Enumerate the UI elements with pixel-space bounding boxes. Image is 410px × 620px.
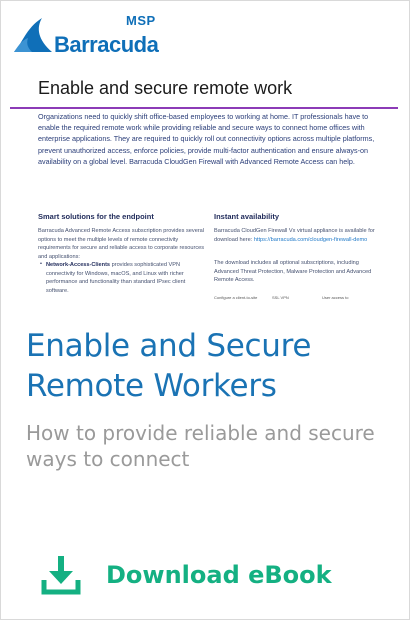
- right-column-heading: Instant availability: [214, 212, 280, 221]
- document-title: Enable and secure remote work: [38, 78, 293, 98]
- bullet-body: provides sophisticated VPN connectivity for Windows, macOS, and Linux with richer performance and functionality than standard IPsec client software.: [46, 262, 186, 294]
- left-column-bullet: [46, 261, 208, 295]
- headline-line-1: Enable and Secure: [26, 328, 312, 364]
- table-col-3: User access to: [322, 295, 349, 300]
- left-column-text: Barracuda Advanced Remote Access subscription provides several options to meet the multiple levels of remote connectivity requirements for secure and reliable access to corporate resources and applications:: [38, 228, 205, 260]
- document-intro: Organizations need to quickly shift office-based employees to working at home. IT professionals have to enable the required remote work while providing reliable and secure ways to connect home offices with enterprise applications. They are required to quickly roll out connectivity options across multiple platforms, prevent unauthorized access, enforce policies, provide multi-factor authentication and ensure always-on availability on a global level. Barracuda CloudGen Firewall with Advanced Remote Access can help.: [38, 112, 375, 166]
- download-ebook-label: Download eBook: [106, 561, 332, 589]
- table-col-2: SSL VPN: [272, 295, 289, 300]
- barracuda-msp-logo: [12, 10, 172, 58]
- headline-line-2: Remote Workers: [26, 368, 277, 404]
- subheadline-line-1: How to provide reliable and secure: [26, 421, 375, 445]
- subheadline: [26, 420, 386, 472]
- bullet-bold-term: Network-Access-Clients: [46, 262, 111, 268]
- download-ebook-button[interactable]: [40, 550, 340, 600]
- demo-link[interactable]: https://barracuda.com/cloudgen-firewall-demo: [253, 236, 368, 243]
- document-preview: [10, 69, 398, 300]
- left-column-heading: Smart solutions for the endpoint: [38, 212, 154, 221]
- logo-wordmark: Barracuda: [54, 32, 159, 57]
- right-column-text: [214, 227, 382, 244]
- bullet-dot: •: [40, 261, 42, 267]
- right-column-text-2: The download includes all optional subscriptions, including Advanced Threat Protection, Malware Protection and Advanced Remote Access.: [214, 260, 372, 283]
- document-title-rule: [10, 107, 398, 109]
- logo-suffix: MSP: [126, 13, 156, 28]
- barracuda-wave-icon: [12, 14, 56, 54]
- subheadline-line-2: ways to connect: [26, 447, 190, 471]
- right-column-text-1: Barracuda CloudGen Firewall Vx virtual appliance is available for download here:: [214, 228, 375, 243]
- table-col-1: Configure a client-to-site: [214, 295, 258, 300]
- headline: [26, 326, 386, 406]
- download-icon: [40, 554, 82, 596]
